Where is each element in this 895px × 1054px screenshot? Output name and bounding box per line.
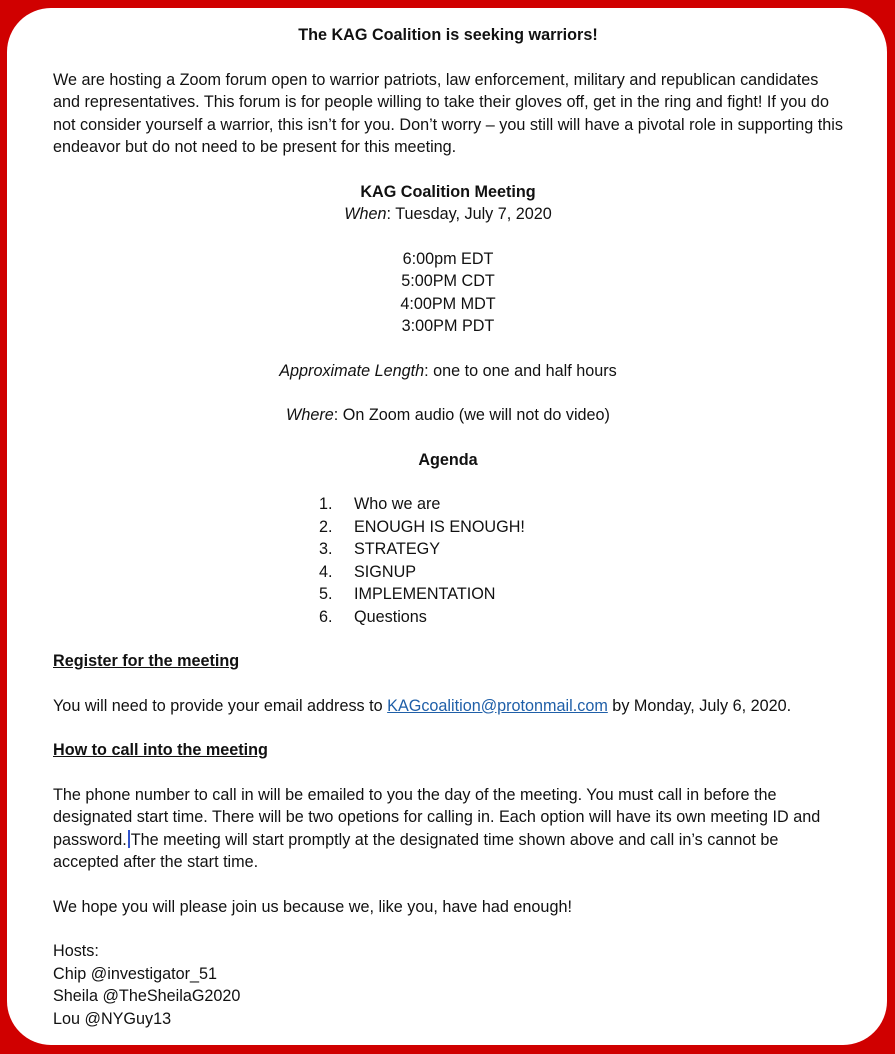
- agenda-item-number: 6.: [319, 607, 333, 626]
- time-cdt: 5:00PM CDT: [401, 272, 495, 290]
- closing-paragraph: We hope you will please join us because we, like you, have had enough!: [53, 897, 572, 916]
- agenda-item: [319, 516, 843, 539]
- register-paragraph: [53, 695, 843, 718]
- agenda-item: [319, 606, 843, 629]
- register-heading: Register for the meeting: [53, 652, 240, 670]
- time-mdt: 4:00PM MDT: [400, 294, 496, 313]
- meeting-where: [53, 404, 843, 427]
- document-title: The KAG Coalition is seeking warriors!: [298, 26, 598, 44]
- length-value: : one to one and half hours: [424, 361, 617, 380]
- host-entry: Lou @NYGuy13: [53, 1009, 172, 1028]
- where-value: : On Zoom audio (we will not do video): [333, 406, 610, 424]
- agenda-item-text: IMPLEMENTATION: [354, 585, 496, 603]
- host-entry: Chip @investigator_51: [53, 964, 218, 983]
- meeting-times: [53, 248, 843, 338]
- text-cursor: [128, 830, 130, 848]
- hosts-section: [53, 940, 843, 1030]
- document-page: [7, 8, 887, 1045]
- call-text-part2: The meeting will start promptly at the designated time shown above and call in’s cannot be accepted after the start time.: [53, 830, 779, 871]
- where-label: Where: [286, 406, 334, 424]
- agenda-heading: Agenda: [418, 450, 478, 469]
- agenda-item: [319, 493, 843, 516]
- email-link[interactable]: KAGcoalition@protonmail.com: [387, 696, 608, 715]
- agenda-item: [319, 561, 843, 584]
- time-edt: 6:00pm EDT: [402, 249, 494, 268]
- register-text-after: by Monday, July 6, 2020.: [607, 696, 792, 715]
- time-pdt: 3:00PM PDT: [401, 317, 495, 335]
- agenda-item-text: STRATEGY: [354, 540, 441, 558]
- meeting-heading: KAG Coalition Meeting: [360, 182, 536, 201]
- agenda-item-text: ENOUGH IS ENOUGH!: [354, 517, 525, 536]
- when-value: : Tuesday, July 7, 2020: [386, 205, 552, 223]
- agenda-list: [53, 493, 843, 628]
- agenda-item-number: 5.: [319, 585, 333, 603]
- hosts-label: Hosts:: [53, 942, 99, 960]
- agenda-item-text: Who we are: [354, 495, 441, 513]
- intro-paragraph: We are hosting a Zoom forum open to warrior patriots, law enforcement, military and republican candidates and representatives. This forum is for people willing to take their gloves off, get in the ring and fight! If you do not consider yourself a warrior, this isn’t for you. Don’t worry – you still will have a pivotal role in supporting this endeavor but do not need to be present for this meeting.: [53, 70, 843, 156]
- host-entry: Sheila @TheSheilaG2020: [53, 987, 241, 1005]
- agenda-item: [319, 583, 843, 606]
- meeting-details: [53, 181, 843, 226]
- register-text-before: You will need to provide your email address to: [53, 696, 388, 715]
- meeting-when: [53, 203, 843, 226]
- agenda-item-number: 4.: [319, 562, 333, 581]
- call-paragraph: [53, 784, 843, 874]
- meeting-length: [53, 360, 843, 383]
- call-heading: How to call into the meeting: [53, 741, 268, 759]
- length-label: Approximate Length: [279, 361, 425, 380]
- agenda-item-number: 2.: [319, 517, 333, 536]
- agenda-item-number: 1.: [319, 495, 333, 513]
- agenda-item-number: 3.: [319, 540, 333, 558]
- agenda-item-text: Questions: [354, 607, 427, 626]
- agenda-item-text: SIGNUP: [354, 562, 417, 581]
- agenda-item: [319, 538, 843, 561]
- when-label: When: [344, 205, 387, 223]
- call-text-part1: The phone number to call in will be emailed to you the day of the meeting. You must call in before the designated start time. There will be two opetions for calling in. Each option will have its own meeting ID and password.: [53, 785, 821, 849]
